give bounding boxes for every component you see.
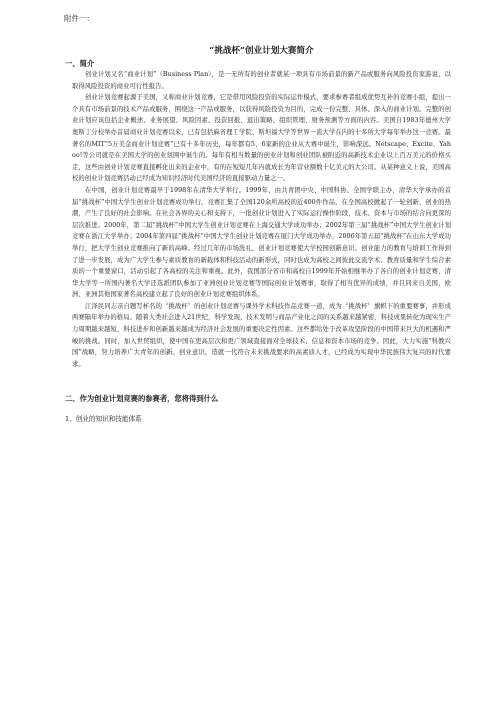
document-title: “挑战杯”创业计划大赛简介 bbox=[209, 46, 314, 56]
paragraph: 在中国，创业计划竞赛最早于1998年在清华大学举行。1999年，由共青团中央、中国科协、全国学联主办，清华大学承办的首届“挑战杯”中国大学生创业计划竞赛成功举行。竞赛汇集了全国120余所高校的近400件作品，在全国高校掀起了一轮创新、创业的热潮，产生了良好的社会影响。在社会各界的关心和支持下，一批创业计划进入了实际运行操作阶段，技术、资本与市场的结合向更深的层次推进。2000年，第二届“挑战杯”中国大学生创业计划竞赛在上海交通大学成功举办；2002年第三届“挑战杯”中国大学生创业计划竞赛在浙江大学举办；2004年第四届“挑战杯”中国大学生创业计划竞赛在厦门大学成功举办，2006年第五届“挑战杯”在山东大学成功举行，把大学生创业竞赛推向了新的高峰。经过几年的市场洗礼，创业计划竞赛使大学校园创新意识、创业能力的教育与培训工作得到了进一步发展，成为广大学生参与素质教育的新载体和科技活动的新形式，同时也成为高校之间彼此交流学术、教育质量和学生综合素质的一个重要窗口，活动引起了各高校的关注和重视。此外，我国部分省市和高校自1999年开始相继举办了各自的创业计划竞赛，清华大学等一所国内著名大学还选派团队参加了亚洲创业计划竞赛等国际创业计划赛事，取得了相当优异的成绩，并且同来自美国、欧洲、亚洲其他国家著名高校建立起了良好的创业计划竞赛组织体系。 bbox=[72, 186, 451, 299]
paragraph: 江泽民同志亲自题写杯名的〝挑战杯〞的创业计划竞赛与课外学术科技作品竞赛一道，成为〝挑战杯〞旗帜下的重要赛事，并形成两赛隔年举办的格局。随着人类社会进入21世纪，科学发现、技术发明与商品产业化之间的关系越来越紧密，科技成果转化为现实生产力周期越来越短，科技进步和创新越来越成为经济社会发展的重要决定性因素。这些都给处于改革攻坚阶段的中国带来巨大的机遇和严峻的挑战。同时，加入世贸组织，使中国在更高层次和更广领域直接面对全球技术、信息和资本市场的竞争。因此，大力实施“科教兴国”战略，努力培养广大青年的创新、创业意识，造就一代符合未来挑战要求的高素质人才，已经成为实现中华民族伟大复兴的时代要求。 bbox=[72, 302, 452, 368]
paragraph: 创业计划又名“商业计划”（Business Plan），是一无所有的创业者就某一项具有市场前景的新产品或服务向风险投资家游说，以取得风险投资的商业可行性报告。 bbox=[72, 71, 451, 90]
section-heading-intro: 一、简介 bbox=[65, 59, 95, 68]
attachment-label: 附件一： bbox=[64, 14, 94, 23]
paragraph: 创业计划竞赛起源于美国，又称商业计划竞赛，它是借用风险投资的实际运作模式，要求参赛者组成优势互补的竞赛小组，提出一个具有市场前景的技术产品或服务，围绕这一产品或服务，以获得风险投资为目的，完成一份完整、具体、深入的商业计划。完整的创业计划应该包括企业概述、业务展望、风险因素、投资回报、退出策略、组织管理、财务预测等方面的内容。美国自1983年德州大学奥斯丁分校举办首届商业计划竞赛以来，已有包括麻省理工学院、斯坦福大学等世界一流大学在内的十多所大学每年举办这一竞赛。最著名的MIT“5万美金商业计划竞赛”已有十多年历史，每年都有5、6家新的企业从大赛中诞生，影响深远。Netscape、Excite、Yahoo!等公司就是在美国大学的创业氛围中诞生的。每年有相当数量的创业计划和创业团队被附近的高新技术企业以上百万美元的价格买走，这些由创业计划竞赛直接孵化出来的企业中，有的在短短几年内就成长为年营业额数十亿美元的大公司。从某种意义上说，美国高校的创业计划竞赛活动已经成为知识经济时代美国经济的直接驱动力量之一。 bbox=[72, 94, 451, 183]
section-heading-participants: 二、作为创业计划竞赛的参赛者，您将得到什么 bbox=[65, 394, 219, 404]
subsection-heading: 1、创业的知识和技能体系 bbox=[65, 415, 142, 424]
